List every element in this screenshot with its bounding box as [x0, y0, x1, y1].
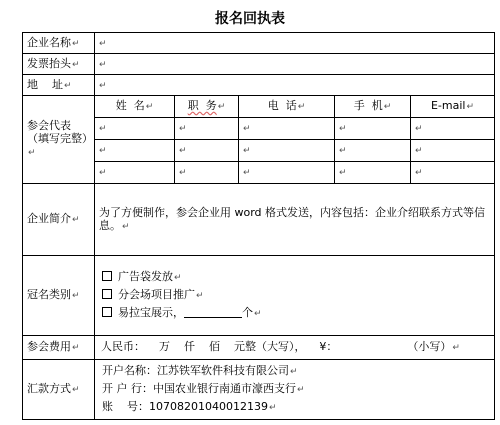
remit-bank: 开 户 行：中国农业银行南通市濠西支行↵: [102, 382, 305, 395]
company-name-label: 企业名称↵: [23, 33, 95, 54]
row-rep-header: [23, 96, 495, 118]
rep-cell[interactable]: ↵: [95, 162, 175, 184]
intro-label: 企业简介↵: [23, 184, 95, 256]
sponsor-label: 冠名类别↵: [23, 256, 95, 336]
rep-cell[interactable]: ↵: [95, 140, 175, 162]
rep-header-mobile: 手 机↵: [335, 96, 411, 118]
invoice-title-field[interactable]: ↵: [95, 54, 495, 75]
remit-details: [95, 360, 495, 420]
checkbox-icon[interactable]: [102, 271, 112, 281]
row-address: [23, 75, 495, 96]
rep-cell[interactable]: ↵: [411, 118, 495, 140]
fee-label: 参会费用↵: [23, 336, 95, 360]
rep-cell[interactable]: ↵: [239, 162, 335, 184]
registration-form-table: [22, 32, 495, 420]
rep-header-email: E-mail↵: [411, 96, 495, 118]
rep-cell[interactable]: ↵: [175, 162, 239, 184]
row-intro: [23, 184, 495, 256]
fee-field[interactable]: 人民币： 万 仟 佰 元整（大写）， ¥： （小写）↵: [95, 336, 495, 360]
invoice-title-label: 发票抬头↵: [23, 54, 95, 75]
rep-cell[interactable]: ↵: [411, 140, 495, 162]
sponsor-options: [95, 256, 495, 336]
row-invoice-title: [23, 54, 495, 75]
rep-cell[interactable]: ↵: [175, 140, 239, 162]
row-fee: [23, 336, 495, 360]
checkbox-icon[interactable]: [102, 307, 112, 317]
checkbox-icon[interactable]: [102, 289, 112, 299]
remit-account-name: 开户名称：江苏铁军软件科技有限公司↵: [102, 364, 298, 377]
intro-text[interactable]: 为了方便制作，参会企业用 word 格式发送，内容包括：企业介绍联系方式等信息。↵: [95, 184, 495, 256]
address-label: 地 址↵: [23, 75, 95, 96]
row-remit: [23, 360, 495, 420]
rep-cell[interactable]: ↵: [175, 118, 239, 140]
sponsor-option-ad-bag[interactable]: 广告袋发放↵: [102, 270, 491, 285]
rep-cell[interactable]: ↵: [239, 118, 335, 140]
rep-cell[interactable]: ↵: [335, 140, 411, 162]
banner-count-blank[interactable]: [184, 306, 242, 318]
remit-label: 汇款方式↵: [23, 360, 95, 420]
rep-header-phone: 电 话↵: [239, 96, 335, 118]
company-name-field[interactable]: ↵: [95, 33, 495, 54]
rep-cell[interactable]: ↵: [335, 118, 411, 140]
remit-account-no: 账 号：10708201040012139↵: [102, 400, 277, 413]
sponsor-option-rollup-banner[interactable]: 易拉宝展示， 个↵: [102, 306, 491, 321]
rep-cell[interactable]: ↵: [239, 140, 335, 162]
address-field[interactable]: ↵: [95, 75, 495, 96]
sponsor-option-sub-venue[interactable]: 分会场项目推广↵: [102, 288, 491, 303]
rep-header-position: 职 务↵: [175, 96, 239, 118]
representatives-label: 参会代表（填写完整）↵: [23, 96, 95, 184]
row-company-name: [23, 33, 495, 54]
form-title: 报名回执表: [215, 11, 285, 27]
rep-cell[interactable]: ↵: [411, 162, 495, 184]
row-sponsor: [23, 256, 495, 336]
rep-cell[interactable]: ↵: [95, 118, 175, 140]
rep-header-name: 姓 名↵: [95, 96, 175, 118]
rep-cell[interactable]: ↵: [335, 162, 411, 184]
